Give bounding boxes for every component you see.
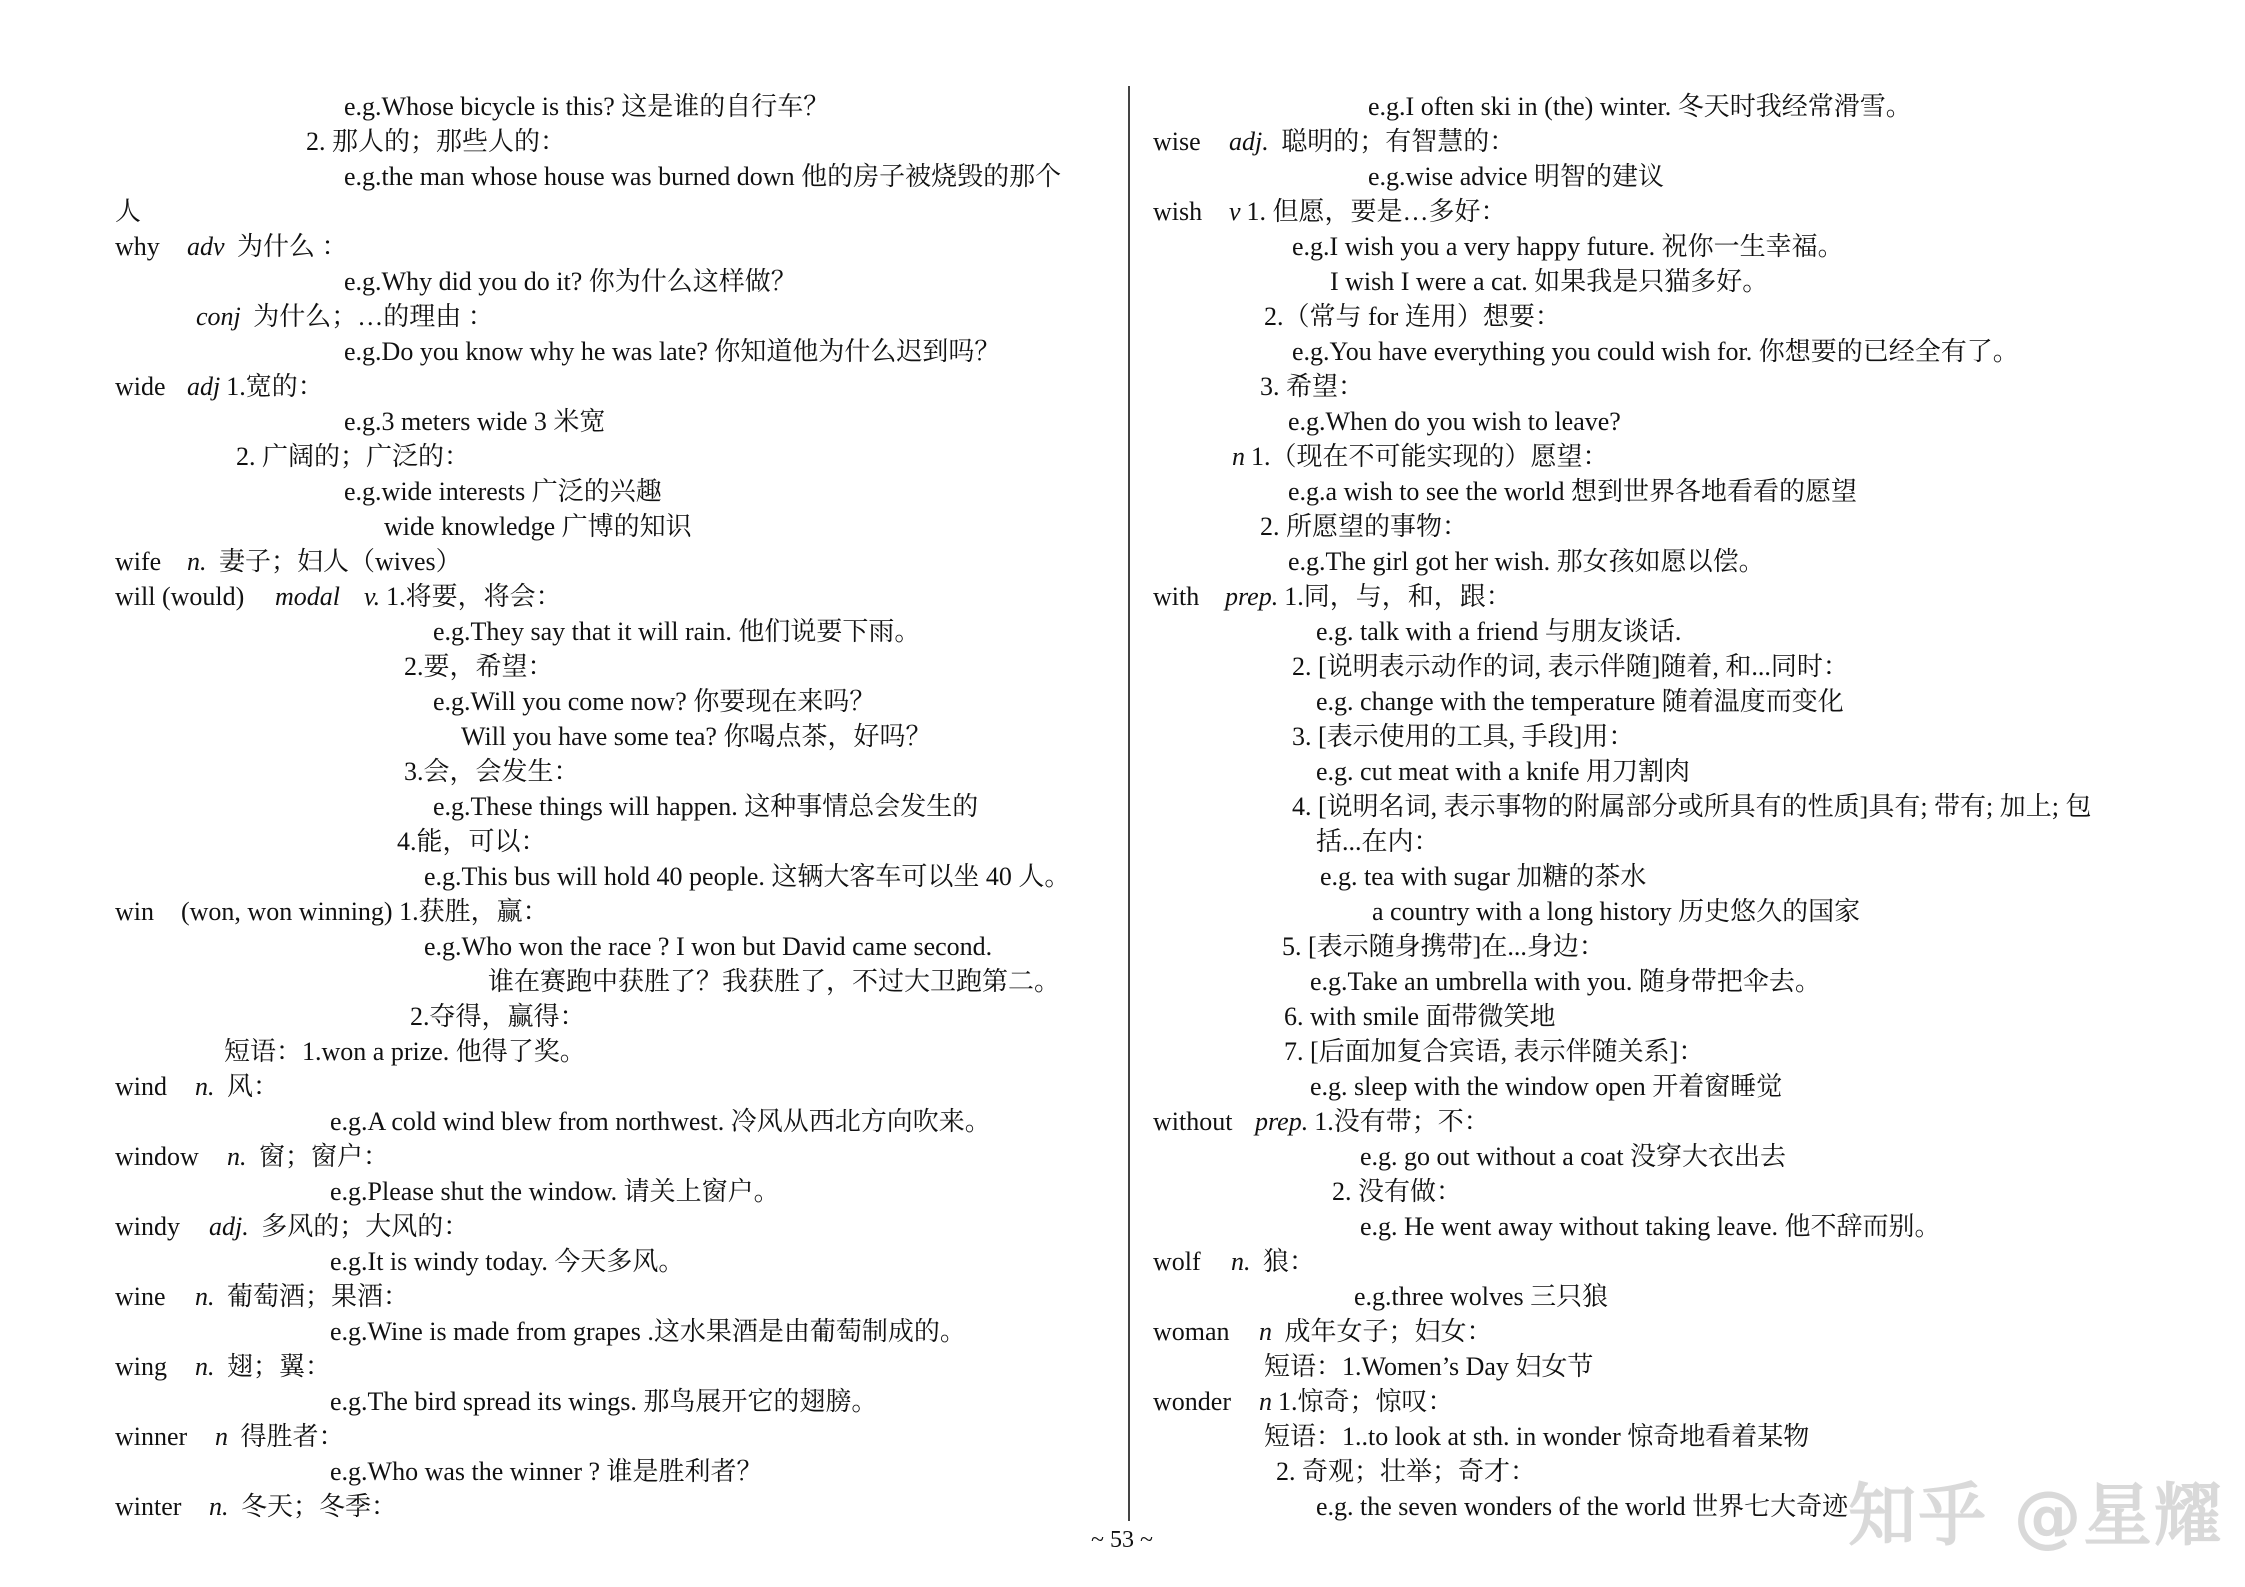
- sense-line: 2. 没有做：: [1332, 1177, 1463, 1206]
- example-line: Will you have some tea? 你喝点茶，好吗？: [461, 722, 932, 751]
- entry-with: [1153, 579, 1512, 614]
- example-line: e.g.I wish you a very happy future. 祝你一生幸福。: [1292, 232, 1844, 261]
- part-of-speech: n.: [195, 1282, 215, 1311]
- example-line: e.g.A cold wind blew from northwest. 冷风从西北方向吹来。: [330, 1107, 991, 1136]
- headword: winter: [115, 1492, 182, 1521]
- example-line: e.g. cut meat with a knife 用刀割肉: [1316, 757, 1691, 786]
- part-of-speech: n: [1232, 442, 1245, 471]
- example-line: e.g.Will you come now? 你要现在来吗？: [433, 687, 876, 716]
- example-line: e.g.three wolves 三只狼: [1354, 1282, 1609, 1311]
- example-line: e.g. sleep with the window open 开着窗睡觉: [1310, 1072, 1783, 1101]
- example-line: e.g.You have everything you could wish for. 你想要的已经全有了。: [1292, 337, 2019, 366]
- example-line: e.g.The girl got her wish. 那女孩如愿以偿。: [1288, 547, 1765, 576]
- sense-line: 3.会，会发生：: [404, 757, 580, 786]
- part-of-speech: n: [1259, 1387, 1272, 1416]
- entry-woman: [1153, 1314, 1493, 1349]
- example-line: e.g.The bird spread its wings. 那鸟展开它的翅膀。: [330, 1387, 878, 1416]
- sense-line: 3. [表示使用的工具, 手段]用：: [1292, 722, 1635, 751]
- example-line: e.g.Do you know why he was late? 你知道他为什么迟到吗？: [344, 337, 1001, 366]
- headword: wing: [115, 1352, 167, 1381]
- example-line: e.g.Why did you do it? 你为什么这样做？: [344, 267, 797, 296]
- entry-wind: [115, 1069, 279, 1104]
- watermark: 知乎 @星耀: [1848, 1477, 2224, 1556]
- sense-line: 2.（常与 for 连用）想要：: [1264, 302, 1561, 331]
- headword: without: [1153, 1107, 1233, 1136]
- definition: 翅；翼：: [227, 1352, 332, 1381]
- definition: 为什么 ：: [237, 232, 348, 261]
- sense-line: 5. [表示随身携带]在...身边：: [1282, 932, 1605, 961]
- definition: 1.（现在不可能实现的）愿望：: [1251, 442, 1609, 471]
- headword: wolf: [1153, 1247, 1201, 1276]
- entry-windy: [115, 1209, 469, 1244]
- example-line: e.g.They say that it will rain. 他们说要下雨。: [433, 617, 921, 646]
- example-line: e.g. talk with a friend 与朋友谈话.: [1316, 617, 1682, 646]
- phrase-line: 短语：1.won a prize. 他得了奖。: [224, 1037, 586, 1066]
- definition: 狼：: [1263, 1247, 1316, 1276]
- headword: wind: [115, 1072, 167, 1101]
- example-line: e.g.3 meters wide 3 米宽: [344, 407, 606, 436]
- definition: 风：: [227, 1072, 280, 1101]
- sense-line: 2.夺得，赢得：: [410, 1002, 586, 1031]
- definition: 聪明的；有智慧的：: [1281, 127, 1516, 156]
- example-line: 谁在赛跑中获胜了？我获胜了，不过大卫跑第二。: [488, 967, 1061, 996]
- part-of-speech: adv: [187, 232, 225, 261]
- headword: window: [115, 1142, 199, 1171]
- example-line: e.g.Whose bicycle is this? 这是谁的自行车？: [344, 92, 830, 121]
- headword: wise: [1153, 127, 1201, 156]
- example-line: e.g.wise advice 明智的建议: [1368, 162, 1665, 191]
- continuation-line: 人: [115, 197, 142, 226]
- sense-line: 3. 希望：: [1260, 372, 1365, 401]
- definition: 妻子；妇人（wives）: [219, 547, 462, 576]
- continuation-line: 括...在内：: [1316, 827, 1440, 856]
- headword: winner: [115, 1422, 188, 1451]
- example-line: e.g. the seven wonders of the world 世界七大奇迹: [1316, 1492, 1849, 1521]
- example-line: e.g.This bus will hold 40 people. 这辆大客车可以坐 40 人。: [424, 862, 1071, 891]
- example-line: e.g. tea with sugar 加糖的茶水: [1320, 862, 1647, 891]
- example-line: e.g. He went away without taking leave. 他不辞而别。: [1360, 1212, 1941, 1241]
- entry-winter: [115, 1489, 397, 1524]
- example-line: e.g.Please shut the window. 请关上窗户。: [330, 1177, 780, 1206]
- entry-wolf: [1153, 1244, 1315, 1279]
- sense-line: 2. 广阔的；广泛的：: [236, 442, 471, 471]
- headword: with: [1153, 582, 1200, 611]
- example-line: I wish I were a cat. 如果我是只猫多好。: [1330, 267, 1769, 296]
- part-of-speech: n: [1259, 1317, 1272, 1346]
- entry-wonder: [1153, 1384, 1454, 1419]
- example-line: e.g.Take an umbrella with you. 随身带把伞去。: [1310, 967, 1821, 996]
- part-of-speech: conj: [196, 302, 241, 331]
- example-line: e.g.a wish to see the world 想到世界各地看看的愿望: [1288, 477, 1858, 506]
- part-of-speech: modal: [275, 582, 340, 611]
- definition: 成年女子；妇女：: [1284, 1317, 1493, 1346]
- example-line: e.g.Wine is made from grapes .这水果酒是由葡萄制成的。: [330, 1317, 966, 1346]
- sense-line: [1232, 439, 1609, 474]
- part-of-speech: prep.: [1225, 582, 1279, 611]
- sense-line: 2. 所愿望的事物：: [1260, 512, 1469, 541]
- entry-wish: [1153, 194, 1507, 229]
- headword: wide: [115, 372, 166, 401]
- headword: wonder: [1153, 1387, 1231, 1416]
- entry-without: [1153, 1104, 1490, 1139]
- example-line: wide knowledge 广博的知识: [384, 512, 692, 541]
- part-of-speech: n.: [209, 1492, 229, 1521]
- definition: 葡萄酒；果酒：: [227, 1282, 410, 1311]
- example-line: e.g.When do you wish to leave?: [1288, 407, 1621, 436]
- part-of-speech: n.: [195, 1072, 215, 1101]
- entry-why: [115, 229, 348, 264]
- definition: 1.同，与，和，跟：: [1284, 582, 1512, 611]
- definition: 1.宽的：: [226, 372, 324, 401]
- entry-wide: [115, 369, 324, 404]
- entry-wing: [115, 1349, 331, 1384]
- definition: 1.将要，将会：: [386, 582, 562, 611]
- definition: 多风的；大风的：: [261, 1212, 470, 1241]
- definition: 为什么；…的理由 ：: [253, 302, 494, 331]
- definition: 冬天；冬季：: [241, 1492, 398, 1521]
- definition: 窗；窗户：: [259, 1142, 390, 1171]
- part-of-speech: v: [1229, 197, 1241, 226]
- part-of-speech: n: [215, 1422, 228, 1451]
- definition: 得胜者：: [240, 1422, 345, 1451]
- part-of-speech: n.: [187, 547, 207, 576]
- entry-window: [115, 1139, 389, 1174]
- example-line: e.g.These things will happen. 这种事情总会发生的: [433, 792, 979, 821]
- headword: why: [115, 232, 160, 261]
- entry-wine: [115, 1279, 409, 1314]
- part-of-speech: n.: [195, 1352, 215, 1381]
- entry-wise: [1153, 124, 1515, 159]
- entry-win: [115, 894, 549, 929]
- example-line: e.g.Who was the winner ? 谁是胜利者？: [330, 1457, 763, 1486]
- example-line: e.g.I often ski in (the) winter. 冬天时我经常滑雪。: [1368, 92, 1912, 121]
- part-of-speech: adj.: [209, 1212, 249, 1241]
- entry-will: [115, 579, 562, 614]
- sense-line: 2. [说明表示动作的词, 表示伴随]随着, 和...同时：: [1292, 652, 1849, 681]
- part-of-speech: v.: [364, 582, 381, 611]
- example-line: e.g.wide interests 广泛的兴趣: [344, 477, 662, 506]
- sense-line: 2. 那人的；那些人的：: [306, 127, 567, 156]
- sense-line: [196, 299, 494, 334]
- page-number: ~ 53 ~: [1091, 1527, 1153, 1553]
- part-of-speech: prep.: [1255, 1107, 1309, 1136]
- sense-line: 2. 奇观；壮举；奇才：: [1276, 1457, 1537, 1486]
- part-of-speech: n.: [1231, 1247, 1251, 1276]
- sense-line: 4. [说明名词, 表示事物的附属部分或所具有的性质]具有; 带有; 加上; 包: [1292, 792, 2092, 821]
- sense-line: 2.要，希望：: [404, 652, 554, 681]
- example-line: e.g. change with the temperature 随着温度而变化: [1316, 687, 1844, 716]
- part-of-speech: adj: [187, 372, 221, 401]
- entry-wife: [115, 544, 462, 579]
- entry-winner: [115, 1419, 345, 1454]
- headword: wish: [1153, 197, 1203, 226]
- right-column: [1128, 0, 2245, 1587]
- headword: will (would): [115, 582, 245, 611]
- headword: woman: [1153, 1317, 1230, 1346]
- headword: windy: [115, 1212, 180, 1241]
- sense-line: 4.能，可以：: [397, 827, 547, 856]
- example-line: e.g. go out without a coat 没穿大衣出去: [1360, 1142, 1787, 1171]
- example-line: e.g.It is windy today. 今天多风。: [330, 1247, 685, 1276]
- definition: 1.没有带；不：: [1314, 1107, 1490, 1136]
- phrase-line: 短语：1.Women’s Day 妇女节: [1264, 1352, 1594, 1381]
- definition: 1.惊奇；惊叹：: [1278, 1387, 1454, 1416]
- sense-line: 7. [后面加复合宾语, 表示伴随关系]：: [1284, 1037, 1705, 1066]
- sense-line: 6. with smile 面带微笑地: [1284, 1002, 1556, 1031]
- example-line: e.g.the man whose house was burned down 他的房子被烧毁的那个: [344, 162, 1062, 191]
- headword: win: [115, 897, 154, 926]
- example-line: a country with a long history 历史悠久的国家: [1372, 897, 1861, 926]
- part-of-speech: n.: [227, 1142, 247, 1171]
- definition: 1. 但愿，要是…多好：: [1246, 197, 1507, 226]
- headword: wife: [115, 547, 162, 576]
- headword: wine: [115, 1282, 166, 1311]
- part-of-speech: adj.: [1229, 127, 1269, 156]
- phrase-line: 短语：1..to look at sth. in wonder 惊奇地看着某物: [1264, 1422, 1810, 1451]
- example-line: e.g.Who won the race ? I won but David came second.: [424, 932, 993, 961]
- definition: (won, won winning) 1.获胜，赢：: [181, 897, 549, 926]
